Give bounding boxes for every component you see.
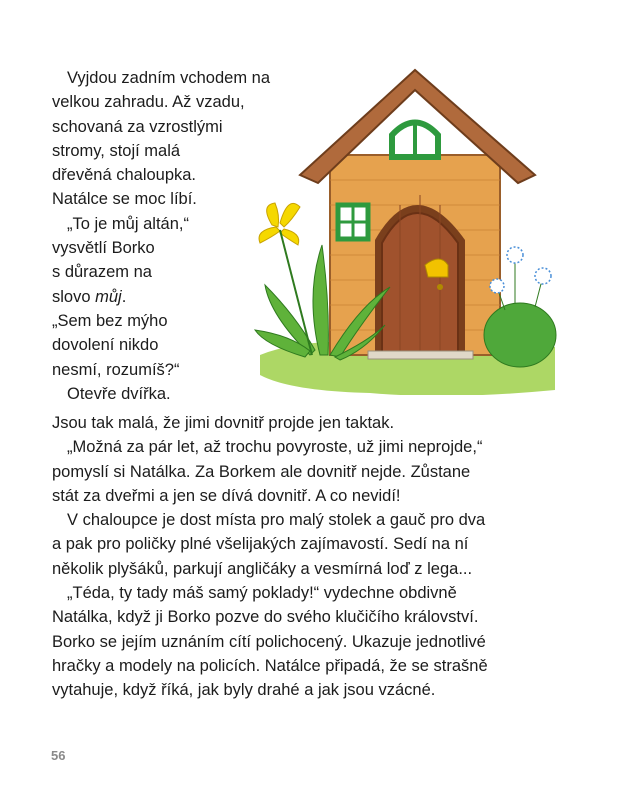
text-line: „Sem bez mýho: [52, 311, 168, 330]
text-line: nesmí, rozumíš?“: [52, 360, 180, 379]
text-line: s důrazem na: [52, 263, 152, 282]
text-line: Natálka, když ji Borko pozve do svého klučičího království.: [52, 608, 479, 627]
text-line: hračky a modely na policích. Natálce připadá, že se strašně: [52, 656, 488, 675]
text-line: Vyjdou zadním vchodem na: [67, 69, 271, 87]
emphasized-word: můj: [95, 287, 122, 306]
door-step: [368, 351, 473, 359]
main-text-column: [52, 411, 572, 703]
text-line: pomyslí si Natálka. Za Borkem ale dovnitř nejde. Zůstane: [52, 462, 471, 481]
text-line: a pak pro poličky plné všelijakých zajímavostí. Sedí na ní: [52, 535, 469, 554]
text-line: velkou zahradu. Až vzadu,: [52, 93, 245, 112]
round-bush: [484, 303, 556, 367]
page-number: 56: [51, 748, 66, 763]
text-line: Otevře dvířka.: [67, 384, 171, 403]
text-line: schovaná za vzrostlými: [52, 117, 223, 136]
text-line: dřevěná chaloupka.: [52, 166, 197, 185]
text-line: Jsou tak malá, že jimi dovnitř projde jen taktak.: [52, 414, 395, 432]
text-line: stromy, stojí malá: [52, 141, 181, 160]
text-line-with-italic: [52, 285, 297, 309]
text-line: V chaloupce je dost místa pro malý stolek a gauč pro dva: [67, 511, 486, 530]
text-fragment: slovo: [52, 287, 96, 306]
top-text-column: [52, 66, 297, 406]
text-line: „To je můj altán,“: [67, 214, 189, 233]
text-fragment: .: [121, 287, 127, 306]
text-line: Natálce se moc líbí.: [52, 190, 197, 209]
text-line: „Téda, ty tady máš samý poklady!“ vydechne obdivně: [67, 584, 457, 603]
text-line: vytahuje, když říká, jak byly drahé a jak jsou vzácné.: [52, 681, 436, 700]
text-line: stát za dveřmi a jen se dívá dovnitř. A co nevidí!: [52, 486, 401, 505]
text-line: „Možná za pár let, až trochu povyroste, už jimi neprojde,“: [67, 438, 483, 457]
text-line: vysvětlí Borko: [52, 239, 155, 258]
text-line: dovolení nikdo: [52, 336, 159, 355]
text-line: Borko se jejím uznáním cítí polichocený. Ukazuje jednotlivé: [52, 632, 486, 651]
text-line: několik plyšáků, parkují angličáky a vesmírná loď z lega...: [52, 559, 473, 578]
